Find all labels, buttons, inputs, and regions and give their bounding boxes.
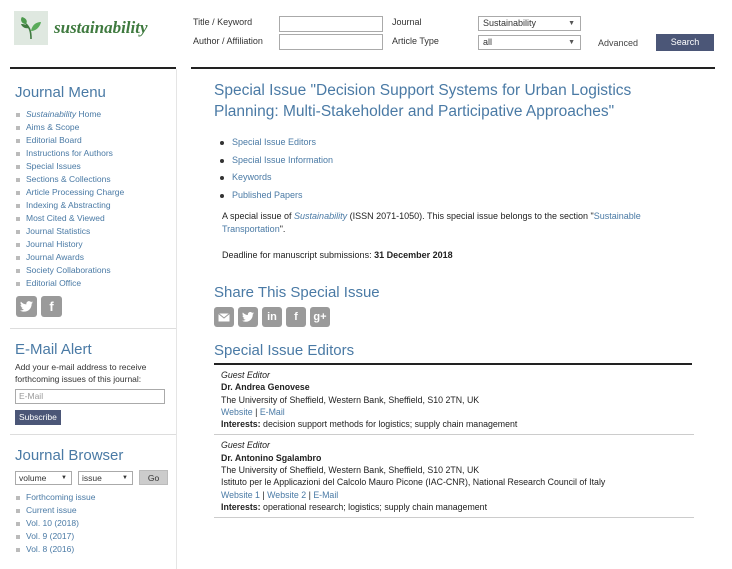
chevron-down-icon: ▼ (122, 474, 128, 481)
deadline-value: 31 December 2018 (374, 250, 453, 260)
author-input[interactable] (279, 34, 383, 50)
browser-item-vol9[interactable]: Vol. 9 (2017) (10, 530, 176, 543)
title-keyword-label: Title / Keyword (193, 17, 253, 27)
intro-text: A special issue of (222, 211, 295, 221)
intro-text: (ISSN 2071-1050). This special issue belongs to the section " (347, 211, 594, 221)
deadline-label: Deadline for manuscript submissions: (222, 250, 375, 260)
editor-card (214, 435, 694, 518)
logo-text: sustainability (54, 18, 148, 37)
editor-website1-link[interactable]: Website 1 (221, 489, 260, 500)
sidebar (10, 72, 176, 556)
journal-browser-list (10, 491, 176, 556)
twitter-share-icon[interactable] (238, 307, 258, 327)
divider (10, 434, 176, 435)
journal-link[interactable]: Sustainability (294, 211, 348, 221)
menu-item-most-cited[interactable]: Most Cited & Viewed (10, 212, 176, 225)
leaf-icon (14, 11, 48, 45)
menu-item-indexing[interactable]: Indexing & Abstracting (10, 199, 176, 212)
column-divider (176, 69, 177, 569)
editor-website2-link[interactable]: Website 2 (267, 489, 307, 500)
search-button[interactable]: Search (656, 34, 714, 51)
intro-paragraph (222, 210, 694, 236)
intro-text: ". (279, 224, 286, 234)
link-separator: | (306, 489, 314, 500)
section-link[interactable]: Sustainable Transportation (222, 211, 641, 234)
main-content (214, 80, 694, 518)
volume-select-value: volume (19, 472, 47, 483)
menu-item-statistics[interactable]: Journal Statistics (10, 225, 176, 238)
facebook-icon[interactable]: f (41, 296, 62, 317)
toc-published-papers-link[interactable]: Published Papers (220, 187, 694, 205)
sidebar-top-rule (10, 67, 176, 69)
header (0, 0, 732, 64)
editor-role: Guest Editor (221, 370, 270, 380)
page-title: Special Issue "Decision Support Systems for Urban Logistics Planning: Multi-Stakeholder and Participative Approaches" (214, 82, 632, 120)
editor-role: Guest Editor (221, 440, 270, 451)
interests-value: decision support methods for logistics; supply chain management (260, 419, 518, 430)
email-alert-title: E-Mail Alert (15, 341, 92, 358)
menu-item-aims[interactable]: Aims & Scope (10, 121, 176, 134)
volume-select[interactable] (15, 471, 72, 485)
link-separator: | (252, 406, 260, 417)
menu-item-sections[interactable]: Sections & Collections (10, 173, 176, 186)
toc-keywords-link[interactable]: Keywords (220, 169, 694, 187)
sidebar-social (16, 296, 176, 317)
menu-item-home[interactable] (10, 108, 176, 121)
menu-item-society[interactable]: Society Collaborations (10, 264, 176, 277)
journal-browser-title: Journal Browser (15, 447, 124, 464)
editor-address: The University of Sheffield, Western Bank, Sheffield, S10 2TN, UK (221, 465, 480, 476)
interests-label: Interests: (221, 501, 261, 512)
menu-item-instructions[interactable]: Instructions for Authors (10, 147, 176, 160)
article-type-select[interactable] (478, 35, 581, 50)
special-issue-toc (220, 134, 694, 204)
share-icons (214, 307, 694, 327)
chevron-down-icon: ▼ (568, 39, 575, 46)
twitter-icon[interactable] (16, 296, 37, 317)
editor-interests (221, 418, 694, 430)
interests-value: operational research; logistics; supply chain management (260, 501, 488, 512)
editors-title: Special Issue Editors (214, 342, 355, 359)
editor-links (221, 406, 694, 418)
editor-interests (221, 501, 694, 513)
issue-select-value: issue (82, 472, 102, 483)
menu-item-label: Home (78, 109, 102, 119)
go-button[interactable]: Go (139, 470, 168, 485)
browser-item-current[interactable]: Current issue (10, 504, 176, 517)
editor-email-link[interactable]: E-Mail (313, 489, 339, 500)
menu-item-special-issues[interactable]: Special Issues (10, 160, 176, 173)
editor-name: Dr. Andrea Genovese (221, 382, 310, 393)
editor-name: Dr. Antonino Sgalambro (221, 452, 322, 463)
browser-item-forthcoming[interactable]: Forthcoming issue (10, 491, 176, 504)
menu-item-editorial-office[interactable]: Editorial Office (10, 277, 176, 290)
advanced-search-link[interactable]: Advanced (598, 38, 639, 48)
issue-select[interactable] (78, 471, 133, 485)
facebook-share-icon[interactable]: f (286, 307, 306, 327)
menu-item-awards[interactable]: Journal Awards (10, 251, 176, 264)
interests-label: Interests: (221, 419, 261, 430)
main-top-rule (191, 67, 715, 69)
menu-item-editorial-board[interactable]: Editorial Board (10, 134, 176, 147)
journal-label: Journal (392, 17, 422, 27)
email-share-icon[interactable] (214, 307, 234, 327)
subscribe-button[interactable]: Subscribe (15, 410, 61, 425)
home-journal-name: Sustainability (26, 109, 77, 119)
title-keyword-input[interactable] (279, 16, 383, 32)
menu-item-apc[interactable]: Article Processing Charge (10, 186, 176, 199)
toc-editors-link[interactable]: Special Issue Editors (220, 134, 694, 152)
toc-information-link[interactable]: Special Issue Information (220, 152, 694, 170)
google-plus-share-icon[interactable]: g+ (310, 307, 330, 327)
editor-address: The University of Sheffield, Western Bank, Sheffield, S10 2TN, UK (221, 394, 480, 405)
editor-website-link[interactable]: Website (221, 406, 253, 417)
editor-card (214, 365, 694, 435)
email-alert-text: Add your e-mail address to receive forthcoming issues of this journal: (15, 362, 147, 384)
editor-address: Istituto per le Applicazioni del Calcolo Mauro Picone (IAC-CNR), National Research Council of Italy (221, 477, 606, 488)
linkedin-share-icon[interactable]: in (262, 307, 282, 327)
link-separator: | (259, 489, 268, 500)
editor-email-link[interactable]: E-Mail (259, 406, 285, 417)
chevron-down-icon: ▼ (61, 474, 67, 481)
share-title: Share This Special Issue (214, 284, 380, 301)
author-label: Author / Affiliation (193, 36, 263, 46)
article-type-select-value: all (483, 37, 493, 47)
journal-menu (10, 108, 176, 290)
divider (10, 328, 176, 329)
browser-item-vol8[interactable]: Vol. 8 (2016) (10, 543, 176, 556)
article-type-label: Article Type (392, 36, 439, 46)
journal-menu-title: Journal Menu (15, 84, 106, 101)
journal-select[interactable] (478, 16, 581, 31)
journal-logo[interactable] (14, 10, 154, 46)
menu-item-history[interactable]: Journal History (10, 238, 176, 251)
deadline (222, 249, 694, 262)
editor-links (221, 489, 694, 501)
journal-select-value: Sustainability (483, 18, 537, 28)
email-input[interactable]: E-Mail (15, 389, 165, 404)
browser-item-vol10[interactable]: Vol. 10 (2018) (10, 517, 176, 530)
chevron-down-icon: ▼ (568, 20, 575, 27)
